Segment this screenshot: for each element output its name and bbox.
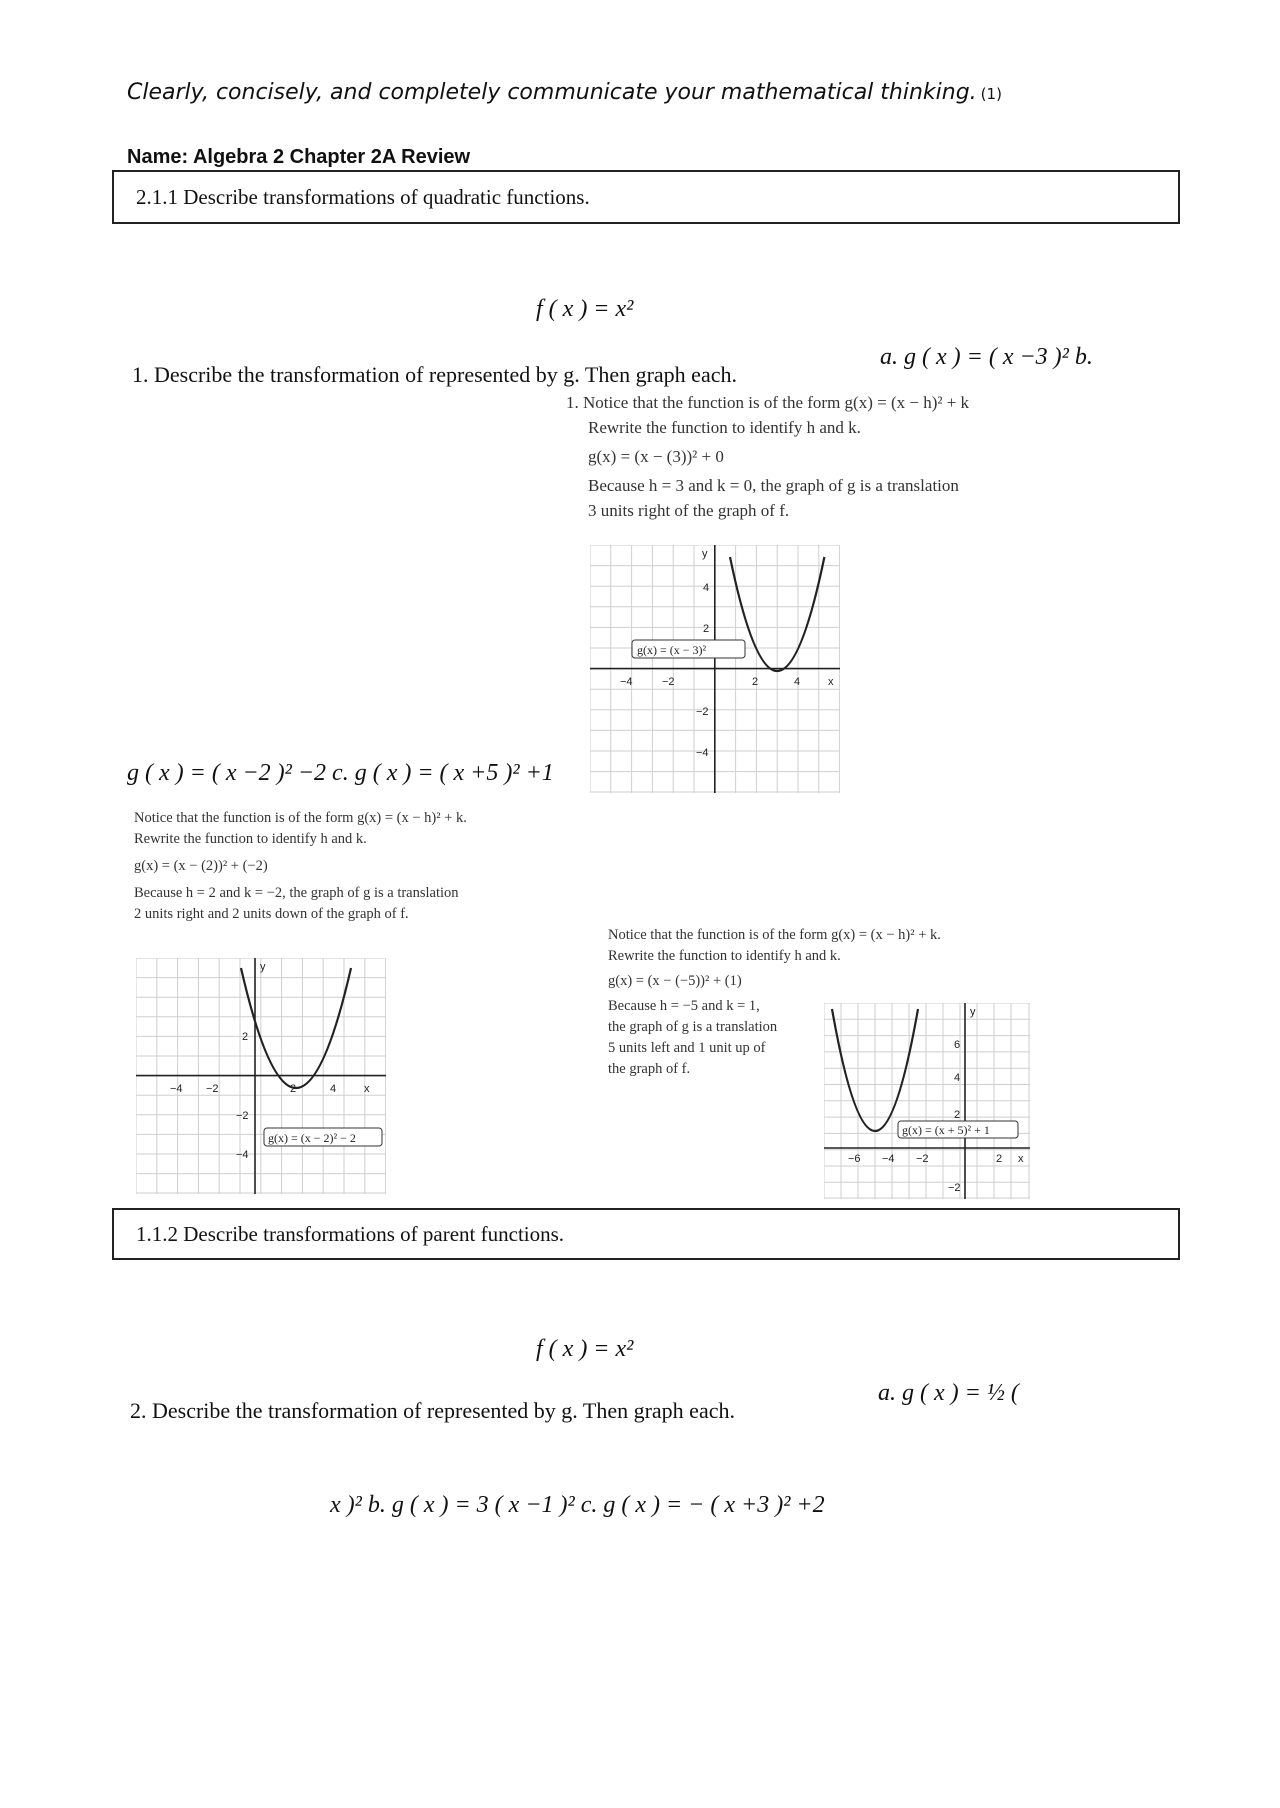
- graph-c-label: g(x) = (x + 5)² + 1: [902, 1123, 990, 1137]
- graph-b-tick-x: 2: [290, 1083, 297, 1095]
- solution-b-line: 2 units right and 2 units down of the graph of f.: [134, 906, 409, 922]
- parent-function: f ( x ) = x²: [536, 296, 634, 322]
- solution-c-line: the graph of g is a translation: [608, 1019, 778, 1035]
- graph-c-tick-y: 2: [954, 1109, 961, 1121]
- solution-a-line: Because h = 3 and k = 0, the graph of g is a translation: [588, 476, 959, 495]
- solution-b-text: [134, 808, 467, 925]
- question-1-part-a: a. g ( x ) = ( x −3 )² b.: [880, 344, 1093, 370]
- graph-a: [590, 545, 840, 793]
- instruction-note: (1): [980, 85, 1002, 103]
- graph-c-tick-x: 2: [996, 1153, 1003, 1165]
- instruction-main: Clearly, concisely, and completely communicate your mathematical thinking.: [127, 80, 977, 105]
- objective-text: 2.1.1 Describe transformations of quadratic functions.: [136, 184, 590, 209]
- graph-b-tick-y: −4: [236, 1149, 249, 1161]
- graph-b-tick-x: x: [364, 1083, 370, 1095]
- graph-c-tick-x: x: [1018, 1153, 1024, 1165]
- solution-c-line: Notice that the function is of the form g(x) = (x − h)² + k.: [608, 927, 941, 943]
- graph-a-tick-y: −4: [696, 747, 709, 759]
- solution-a-line: 3 units right of the graph of f.: [588, 501, 790, 520]
- solution-c-line: 5 units left and 1 unit up of: [608, 1040, 766, 1056]
- graph-a-label: g(x) = (x − 3)²: [637, 643, 707, 657]
- question-1-parts-b-c: g ( x ) = ( x −2 )² −2 c. g ( x ) = ( x +5 )² +1: [127, 760, 554, 786]
- solution-b-line: Because h = 2 and k = −2, the graph of g is a translation: [134, 885, 459, 901]
- solution-a-line: 1. Notice that the function is of the form g(x) = (x − h)² + k: [566, 393, 970, 412]
- solution-a-text: [566, 390, 969, 523]
- graph-c-grid: [824, 1003, 1030, 1199]
- question-1: 1. Describe the transformation of represented by g. Then graph each.: [132, 362, 737, 387]
- instruction-text: [127, 80, 1002, 105]
- graph-b: [136, 958, 386, 1194]
- solution-c-line: Because h = −5 and k = 1,: [608, 998, 760, 1014]
- graph-a-tick-y: −2: [696, 706, 709, 718]
- graph-c-tick-y: 6: [954, 1039, 961, 1051]
- solution-b-line: g(x) = (x − (2))² + (−2): [134, 858, 268, 874]
- objective-box-2-1-1: [112, 170, 1180, 224]
- graph-a-tick-y: y: [702, 548, 708, 560]
- solution-b-line: Rewrite the function to identify h and k.: [134, 831, 367, 847]
- graph-a-tick-x: −2: [662, 676, 675, 688]
- graph-b-label: g(x) = (x − 2)² − 2: [268, 1131, 356, 1145]
- question-2: 2. Describe the transformation of represented by g. Then graph each.: [130, 1398, 735, 1423]
- graph-a-tick-y: 2: [703, 623, 710, 635]
- graph-c-tick-y: 4: [954, 1072, 961, 1084]
- graph-c-tick-y: y: [970, 1006, 976, 1018]
- question-2-part-a: a. g ( x ) = ½ (: [878, 1380, 1019, 1406]
- solution-c-line: g(x) = (x − (−5))² + (1): [608, 973, 742, 989]
- graph-b-curve: [241, 968, 351, 1088]
- graph-b-tick-x: −4: [170, 1083, 183, 1095]
- parent-function-2: f ( x ) = x²: [536, 1336, 634, 1362]
- objective-box-1-1-2: [112, 1208, 1180, 1260]
- graph-a-tick-x: −4: [620, 676, 633, 688]
- solution-a-line: Rewrite the function to identify h and k.: [588, 418, 861, 437]
- solution-c-line: the graph of f.: [608, 1061, 691, 1077]
- graph-c-tick-x: −6: [848, 1153, 861, 1165]
- graph-b-tick-x: 4: [330, 1083, 337, 1095]
- graph-c-tick-y: −2: [948, 1182, 961, 1194]
- question-2-parts-b-c: x )² b. g ( x ) = 3 ( x −1 )² c. g ( x ) = − ( x +3 )² +2: [330, 1492, 825, 1518]
- graph-a-tick-x: 4: [794, 676, 801, 688]
- solution-a-line: g(x) = (x − (3))² + 0: [588, 447, 724, 466]
- graph-b-tick-y: −2: [236, 1110, 249, 1122]
- graph-a-tick-x: 2: [752, 676, 759, 688]
- graph-c-tick-x: −4: [882, 1153, 895, 1165]
- graph-b-tick-y: 2: [242, 1031, 249, 1043]
- solution-b-line: Notice that the function is of the form g(x) = (x − h)² + k.: [134, 810, 467, 826]
- graph-b-tick-x: −2: [206, 1083, 219, 1095]
- graph-c: [824, 1003, 1030, 1199]
- graph-a-tick-x: x: [828, 676, 834, 688]
- graph-b-tick-y: y: [260, 961, 266, 973]
- graph-c-tick-x: −2: [916, 1153, 929, 1165]
- objective-text: 1.1.2 Describe transformations of parent functions.: [136, 1221, 565, 1246]
- name-line: Name: Algebra 2 Chapter 2A Review: [127, 146, 471, 168]
- graph-a-tick-y: 4: [703, 582, 710, 594]
- solution-c-line: Rewrite the function to identify h and k.: [608, 948, 841, 964]
